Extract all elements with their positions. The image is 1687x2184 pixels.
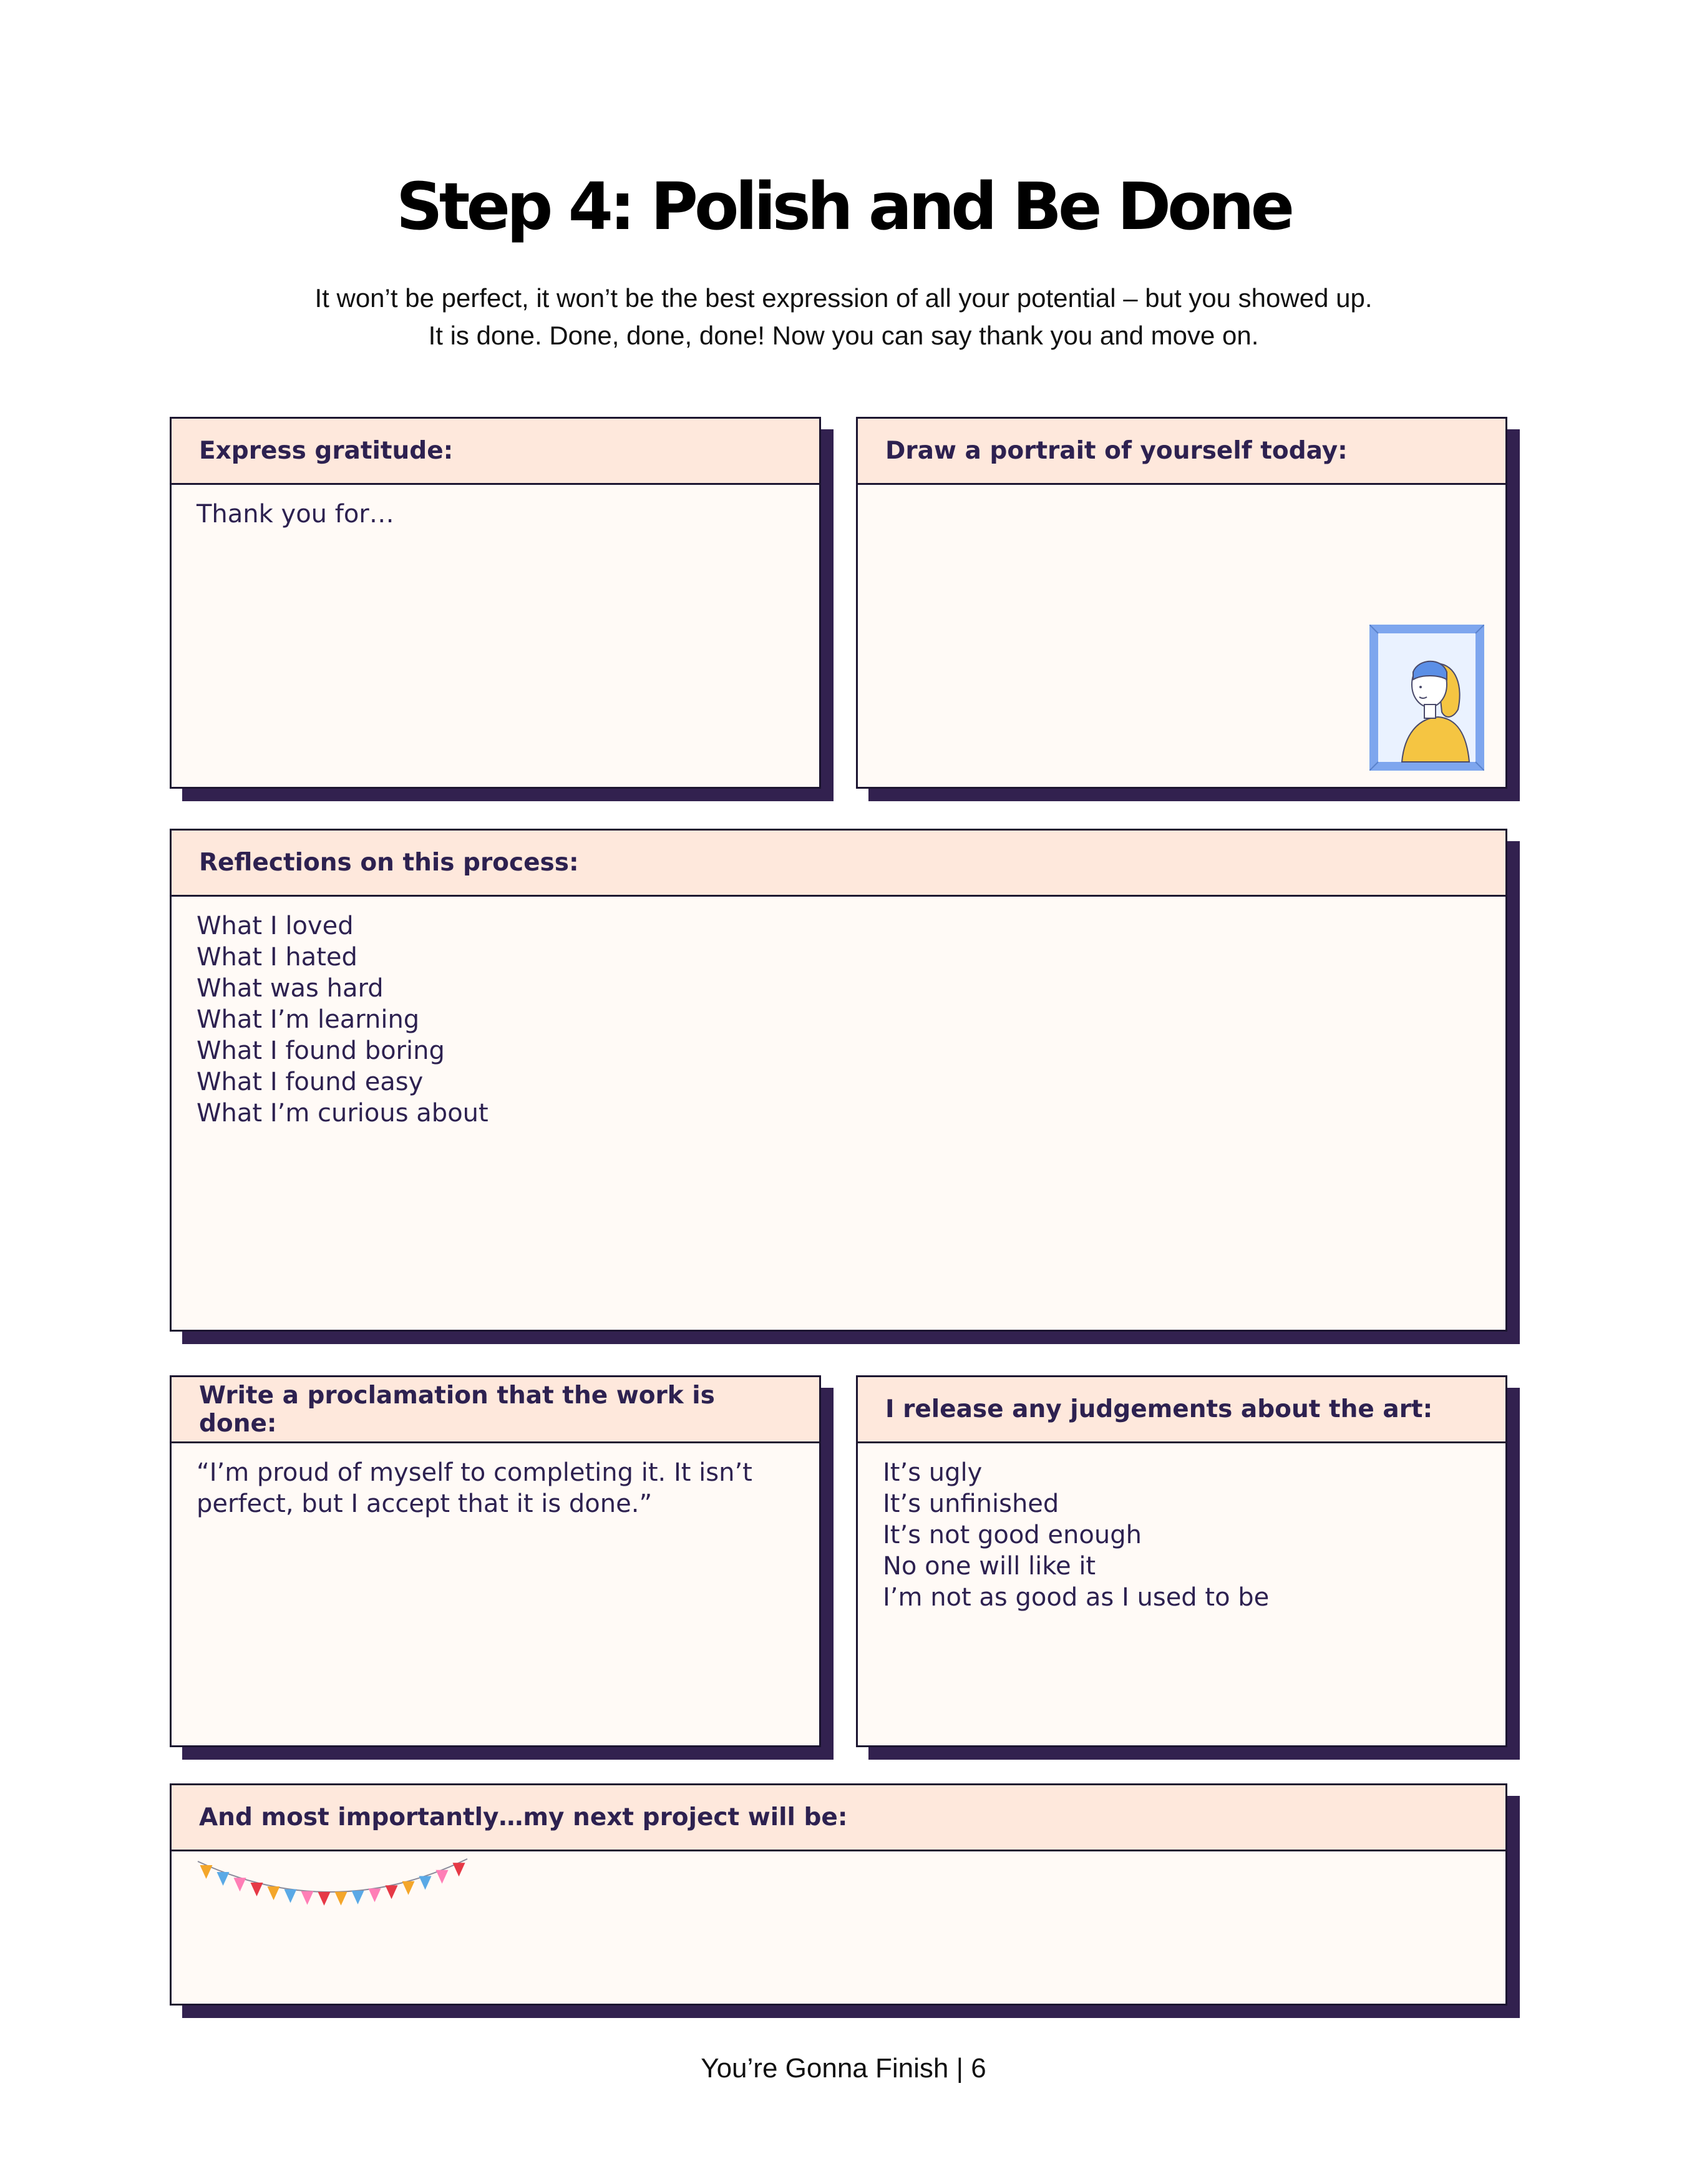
reflection-item: What I loved: [197, 912, 354, 940]
reflection-item: What I hated: [197, 943, 357, 972]
reflection-item: What was hard: [197, 974, 384, 1003]
gratitude-prompt: Thank you for…: [197, 500, 394, 529]
release-body[interactable]: [858, 1443, 1505, 1613]
proclamation-header: Write a proclamation that the work is done:: [172, 1377, 819, 1443]
judgement-item: It’s unfinished: [883, 1489, 1059, 1518]
next-project-header: And most importantly…my next project will be:: [172, 1785, 1505, 1851]
judgement-item: It’s ugly: [883, 1458, 983, 1487]
bunting-flag: [402, 1881, 415, 1895]
portrait-header: Draw a portrait of yourself today:: [858, 419, 1505, 485]
bunting-flag: [234, 1878, 246, 1891]
bunting-flag: [352, 1891, 364, 1904]
gratitude-body[interactable]: [172, 485, 819, 530]
next-project-card: [170, 1783, 1507, 2006]
intro-line-1: It won’t be perfect, it won’t be the best expression of all your potential – but you showed up.: [314, 283, 1373, 313]
portrait-card: [856, 417, 1507, 789]
judgement-item: I’m not as good as I used to be: [883, 1583, 1270, 1612]
reflection-item: What I found boring: [197, 1036, 445, 1065]
bunting-flag: [419, 1876, 432, 1890]
bunting-flag: [268, 1886, 280, 1900]
portrait-body[interactable]: [858, 485, 1505, 499]
release-header: I release any judgements about the art:: [858, 1377, 1505, 1443]
reflection-item: What I found easy: [197, 1068, 424, 1096]
bunting-flag: [436, 1870, 449, 1884]
bunting-flag: [217, 1872, 230, 1886]
gratitude-card: [170, 417, 821, 789]
reflections-body[interactable]: [172, 897, 1505, 1129]
bunting-flag: [386, 1885, 398, 1899]
bunting-flag: [200, 1865, 213, 1879]
bunting-flag: [301, 1891, 314, 1905]
page-footer: You’re Gonna Finish | 6: [701, 2053, 986, 2084]
proclamation-card: [170, 1375, 821, 1747]
proclamation-line-1: “I’m proud of myself to completing it. It isn’t: [197, 1458, 752, 1487]
bunting-flag: [251, 1883, 263, 1896]
intro-text: [0, 280, 1687, 354]
reflections-card: [170, 829, 1507, 1332]
reflection-item: What I’m learning: [197, 1005, 420, 1034]
proclamation-line-2: perfect, but I accept that it is done.”: [197, 1489, 653, 1518]
intro-line-2: It is done. Done, done, done! Now you can say thank you and move on.: [428, 321, 1259, 350]
judgement-item: It’s not good enough: [883, 1521, 1142, 1549]
bunting-icon: [195, 1855, 470, 1918]
reflection-item: What I’m curious about: [197, 1099, 489, 1128]
framed-portrait-icon: [1369, 625, 1484, 771]
bunting-flag: [369, 1888, 381, 1902]
reflections-header: Reflections on this process:: [172, 831, 1505, 897]
bunting-flag: [335, 1892, 348, 1906]
judgement-item: No one will like it: [883, 1552, 1096, 1581]
proclamation-body[interactable]: [172, 1443, 819, 1519]
bunting-flag: [453, 1863, 465, 1876]
page-title: Step 4: Polish and Be Done: [396, 168, 1291, 245]
bunting-flag: [284, 1889, 297, 1903]
release-card: [856, 1375, 1507, 1747]
gratitude-header: Express gratitude:: [172, 419, 819, 485]
bunting-flag: [318, 1892, 331, 1906]
